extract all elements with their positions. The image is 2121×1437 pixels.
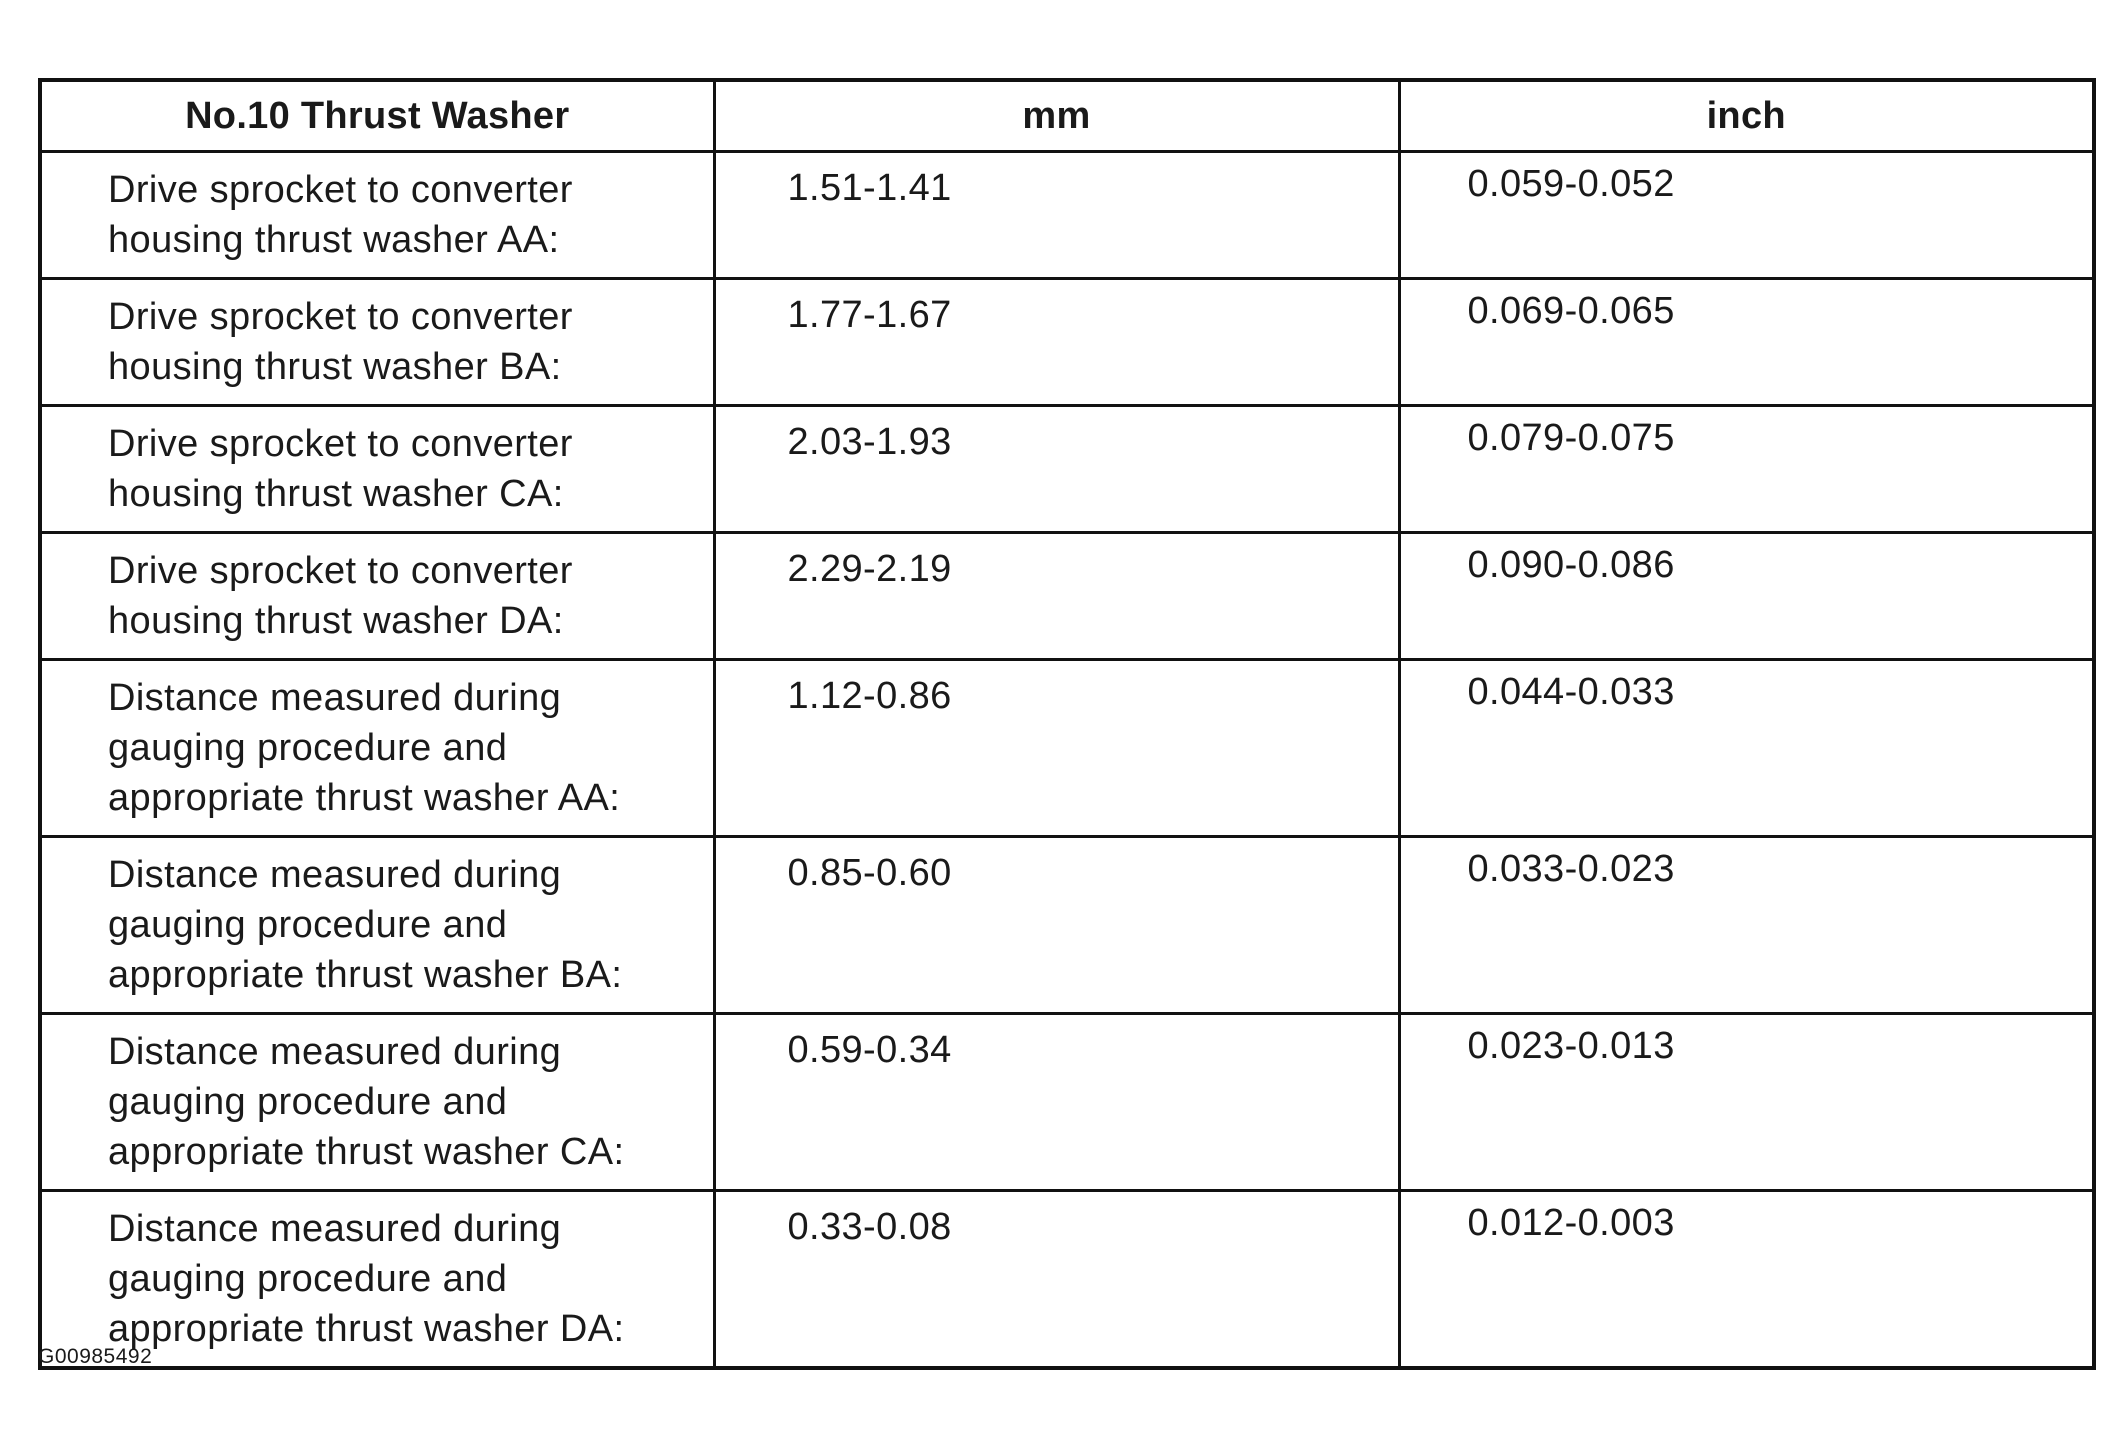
- mm-value: 1.77-1.67: [714, 279, 1399, 406]
- description-line: housing thrust washer CA:: [108, 473, 564, 515]
- description-line: Distance measured during: [108, 677, 562, 719]
- description-line: Drive sprocket to converter: [108, 296, 573, 338]
- description-line: appropriate thrust washer BA:: [108, 954, 623, 996]
- header-description: No.10 Thrust Washer: [40, 80, 714, 152]
- table-row: [40, 1014, 2094, 1191]
- thrust-washer-spec-table: [38, 78, 2096, 1370]
- table-row: [40, 533, 2094, 660]
- table-header-row: [40, 80, 2094, 152]
- description-cell: [40, 533, 714, 660]
- description-line: gauging procedure and: [108, 1081, 508, 1123]
- inch-value: 0.023-0.013: [1399, 1014, 2094, 1191]
- table-row: [40, 837, 2094, 1014]
- table-row: [40, 660, 2094, 837]
- description-cell: [40, 1014, 714, 1191]
- description-cell: [40, 837, 714, 1014]
- inch-value: 0.059-0.052: [1399, 152, 2094, 279]
- description-line: Distance measured during: [108, 854, 562, 896]
- description-line: gauging procedure and: [108, 904, 508, 946]
- mm-value: 0.59-0.34: [714, 1014, 1399, 1191]
- description-line: Drive sprocket to converter: [108, 550, 573, 592]
- description-cell: [40, 406, 714, 533]
- inch-value: 0.012-0.003: [1399, 1191, 2094, 1369]
- mm-value: 1.12-0.86: [714, 660, 1399, 837]
- inch-value: 0.033-0.023: [1399, 837, 2094, 1014]
- header-inch: inch: [1399, 80, 2094, 152]
- mm-value: 2.03-1.93: [714, 406, 1399, 533]
- description-cell: [40, 1191, 714, 1369]
- description-line: gauging procedure and: [108, 727, 508, 769]
- table-row: [40, 406, 2094, 533]
- mm-value: 1.51-1.41: [714, 152, 1399, 279]
- description-line: housing thrust washer BA:: [108, 346, 562, 388]
- inch-value: 0.079-0.075: [1399, 406, 2094, 533]
- inch-value: 0.044-0.033: [1399, 660, 2094, 837]
- inch-value: 0.090-0.086: [1399, 533, 2094, 660]
- description-line: Drive sprocket to converter: [108, 169, 573, 211]
- description-line: appropriate thrust washer DA:: [108, 1308, 625, 1350]
- description-line: appropriate thrust washer CA:: [108, 1131, 625, 1173]
- mm-value: 0.85-0.60: [714, 837, 1399, 1014]
- description-line: housing thrust washer DA:: [108, 600, 564, 642]
- table-row: [40, 279, 2094, 406]
- description-cell: [40, 279, 714, 406]
- table-row: [40, 1191, 2094, 1369]
- description-line: Drive sprocket to converter: [108, 423, 573, 465]
- header-mm: mm: [714, 80, 1399, 152]
- description-line: gauging procedure and: [108, 1258, 508, 1300]
- table-row: [40, 152, 2094, 279]
- description-line: Distance measured during: [108, 1031, 562, 1073]
- inch-value: 0.069-0.065: [1399, 279, 2094, 406]
- description-line: housing thrust washer AA:: [108, 219, 560, 261]
- description-cell: [40, 152, 714, 279]
- mm-value: 2.29-2.19: [714, 533, 1399, 660]
- description-cell: [40, 660, 714, 837]
- mm-value: 0.33-0.08: [714, 1191, 1399, 1369]
- description-line: appropriate thrust washer AA:: [108, 777, 621, 819]
- figure-id: G00985492: [38, 1345, 153, 1368]
- description-line: Distance measured during: [108, 1208, 562, 1250]
